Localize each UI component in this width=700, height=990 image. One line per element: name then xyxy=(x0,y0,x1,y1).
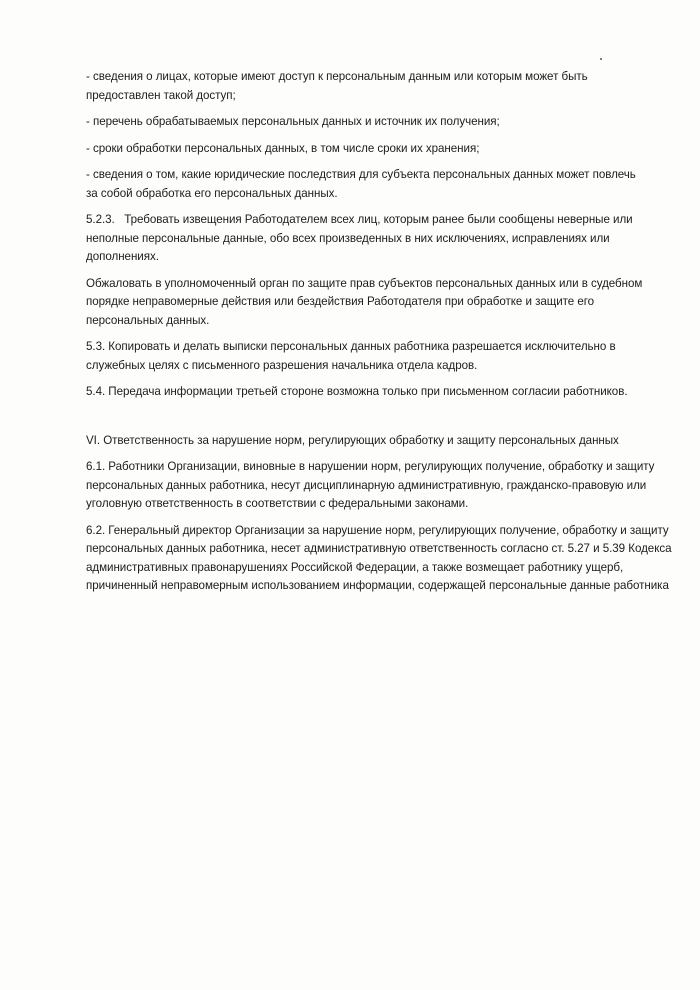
text-line: уголовную ответственность в соответствии с федеральными законами. xyxy=(86,497,469,510)
paragraph-appeal xyxy=(86,275,686,331)
text-line: 5.2.3. Требовать извещения Работодателем всех лиц, которым ранее были сообщены неверные или xyxy=(86,213,633,226)
text-line: неполные персональные данные, обо всех произведенных в них исключениях, исправлениях или xyxy=(86,231,610,245)
text-line: - сведения о лицах, которые имеют доступ к персональным данным или которым может быть xyxy=(86,70,588,83)
text-line: 5.3. Копировать и делать выписки персональных данных работника разрешается исключительно в xyxy=(86,340,616,353)
scan-speck xyxy=(600,58,602,60)
text-line: Обжаловать в уполномоченный орган по защите прав субъектов персональных данных или в судебном xyxy=(86,276,643,290)
text-line: персональных данных работника, несет административную ответственность согласно ст. 5.27 и 5.39 Кодекса xyxy=(86,542,672,555)
text-line: административных правонарушениях Российской Федерации, а также возмещает работнику ущерб, xyxy=(86,560,624,574)
text-line: порядке неправомерные действия или бездействия Работодателя при обработке и защите его xyxy=(86,295,595,308)
paragraph-6-1 xyxy=(86,458,686,514)
text-line: служебных целях с письменного разрешения начальника отдела кадров. xyxy=(86,358,478,372)
section-vi-heading xyxy=(86,432,686,451)
text-line: дополнениях. xyxy=(86,250,159,263)
text-line: причиненный неправомерным использованием информации, содержащей персональные данные работника xyxy=(86,579,669,592)
text-line: персональных данных. xyxy=(86,313,210,327)
heading-text: VI. Ответственность за нарушение норм, регулирующих обработку и защиту персональных данных xyxy=(86,433,619,447)
paragraph-5-4 xyxy=(86,383,686,402)
list-item-data-list xyxy=(86,113,686,132)
document-body xyxy=(86,68,686,604)
list-item-processing-terms xyxy=(86,140,686,159)
paragraph-6-2 xyxy=(86,522,686,596)
text-line: 5.4. Передача информации третьей стороне возможна только при письменном согласии работников. xyxy=(86,385,628,398)
list-item-legal-consequences xyxy=(86,166,686,203)
text-line: за собой обработка его персональных данных. xyxy=(86,186,338,200)
text-line: предоставлен такой доступ; xyxy=(86,88,236,102)
text-line: - сроки обработки персональных данных, в том числе сроки их хранения; xyxy=(86,141,480,155)
text-line: - сведения о том, какие юридические последствия для субъекта персональных данных может повлечь xyxy=(86,168,636,181)
text-line: 6.2. Генеральный директор Организации за нарушение норм, регулирующих получение, обработку и защиту xyxy=(86,523,669,537)
text-line: 6.1. Работники Организации, виновные в нарушении норм, регулирующих получение, обработку и защиту xyxy=(86,460,655,473)
text-line: - перечень обрабатываемых персональных данных и источник их получения; xyxy=(86,115,500,128)
paragraph-5-2-3 xyxy=(86,211,686,267)
text-line: персональных данных работника, несут дисциплинарную административную, гражданско-правовую или xyxy=(86,478,647,492)
paragraph-5-3 xyxy=(86,338,686,375)
list-item-access-persons xyxy=(86,68,686,105)
